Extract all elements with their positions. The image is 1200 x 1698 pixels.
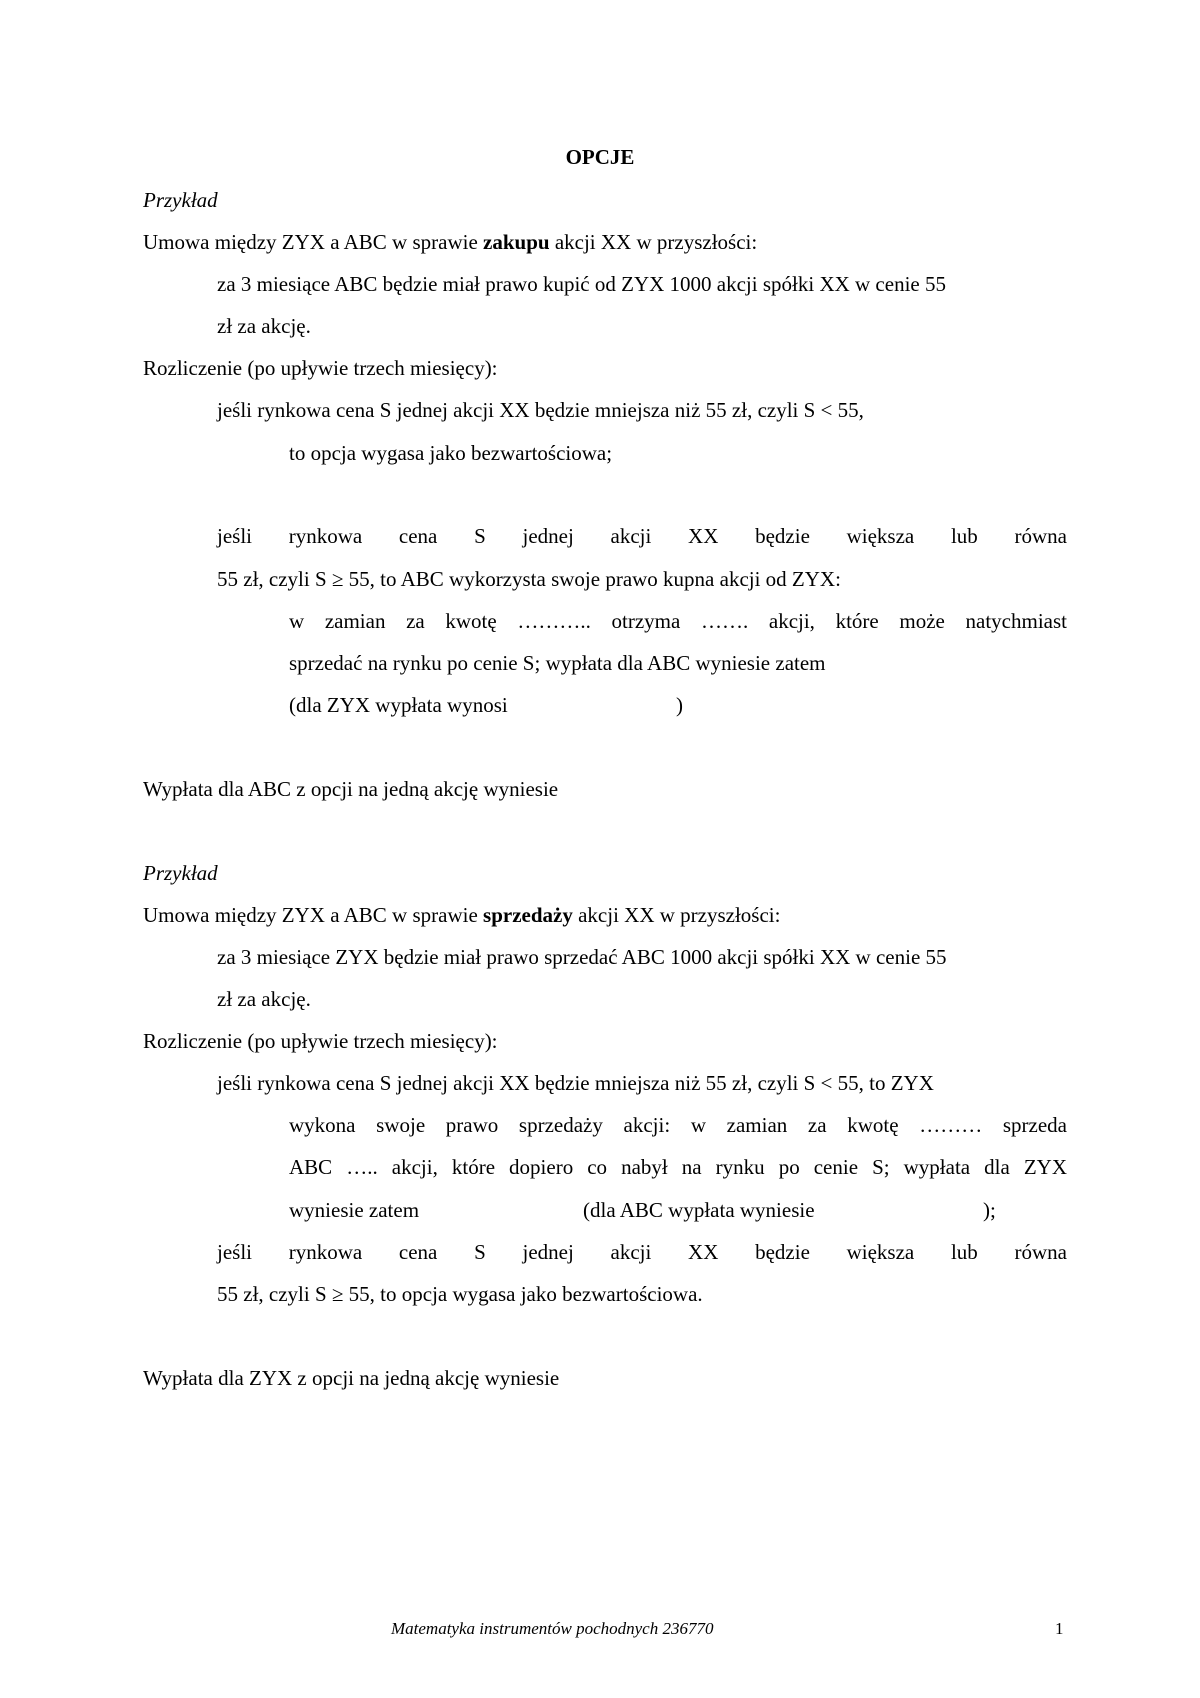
example-1-case-2-line-4: sprzedać na rynku po cenie S; wypłata dla ABC wyniesie zatem <box>289 651 826 675</box>
example-2-case-1-line-2: wykona swoje prawo sprzedaży akcji: w zamian za kwotę ……… sprzeda <box>289 1113 1067 1137</box>
example-2-case-1-line-1: jeśli rynkowa cena S jednej akcji XX będzie mniejsza niż 55 zł, czyli S < 55, to ZYX <box>217 1071 934 1095</box>
example-1-payoff: Wypłata dla ABC z opcji na jedną akcję wyniesie <box>143 777 559 801</box>
example-2-terms-line-2: zł za akcję. <box>217 987 311 1011</box>
example-2-case-1-line-4-close: ); <box>983 1198 996 1222</box>
example-1-terms-line-1: za 3 miesiące ABC będzie miał prawo kupić od ZYX 1000 akcji spółki XX w cenie 55 <box>217 272 946 296</box>
example-2-settlement: Rozliczenie (po upływie trzech miesięcy): <box>143 1029 498 1053</box>
example-2-contract: Umowa między ZYX a ABC w sprawie sprzedaży akcji XX w przyszłości: <box>143 903 781 927</box>
example-1-case-2-line-5-close: ) <box>676 693 683 717</box>
example-1-settlement: Rozliczenie (po upływie trzech miesięcy): <box>143 356 498 380</box>
example-1-case-2-line-2: 55 zł, czyli S ≥ 55, to ABC wykorzysta swoje prawo kupna akcji od ZYX: <box>217 567 841 591</box>
example-1-terms-line-2: zł za akcję. <box>217 314 311 338</box>
example-2-case-2-line-2: 55 zł, czyli S ≥ 55, to opcja wygasa jako bezwartościowa. <box>217 1282 703 1306</box>
example-2-case-1-line-4: wyniesie zatem <box>289 1198 420 1222</box>
example-1-case-2-line-1: jeśli rynkowa cena S jednej akcji XX będzie większa lub równa <box>217 524 1067 548</box>
example-2-payoff: Wypłata dla ZYX z opcji na jedną akcję wyniesie <box>143 1366 560 1390</box>
footer-course: Matematyka instrumentów pochodnych 236770 <box>391 1619 714 1638</box>
page-title: OPCJE <box>565 145 635 169</box>
example-1-case-1-line-1: jeśli rynkowa cena S jednej akcji XX będzie mniejsza niż 55 zł, czyli S < 55, <box>217 398 864 422</box>
example-1-label: Przykład <box>143 188 218 212</box>
example-1-case-1-line-2: to opcja wygasa jako bezwartościowa; <box>289 441 613 465</box>
example-1-case-2-line-3: w zamian za kwotę ……….. otrzyma ……. akcji, które może natychmiast <box>289 609 1067 633</box>
example-2-case-1-line-3: ABC ….. akcji, które dopiero co nabył na rynku po cenie S; wypłata dla ZYX <box>289 1155 1067 1179</box>
example-2-case-2-line-1: jeśli rynkowa cena S jednej akcji XX będzie większa lub równa <box>217 1240 1067 1264</box>
example-1-contract: Umowa między ZYX a ABC w sprawie zakupu akcji XX w przyszłości: <box>143 230 758 254</box>
footer-page-number: 1 <box>1055 1619 1064 1638</box>
example-1-case-2-line-5: (dla ZYX wypłata wynosi <box>289 693 508 717</box>
example-2-terms-line-1: za 3 miesiące ZYX będzie miał prawo sprzedać ABC 1000 akcji spółki XX w cenie 55 <box>217 945 947 969</box>
example-2-case-1-line-4-abc: (dla ABC wypłata wyniesie <box>583 1198 815 1222</box>
example-2-label: Przykład <box>143 861 218 885</box>
